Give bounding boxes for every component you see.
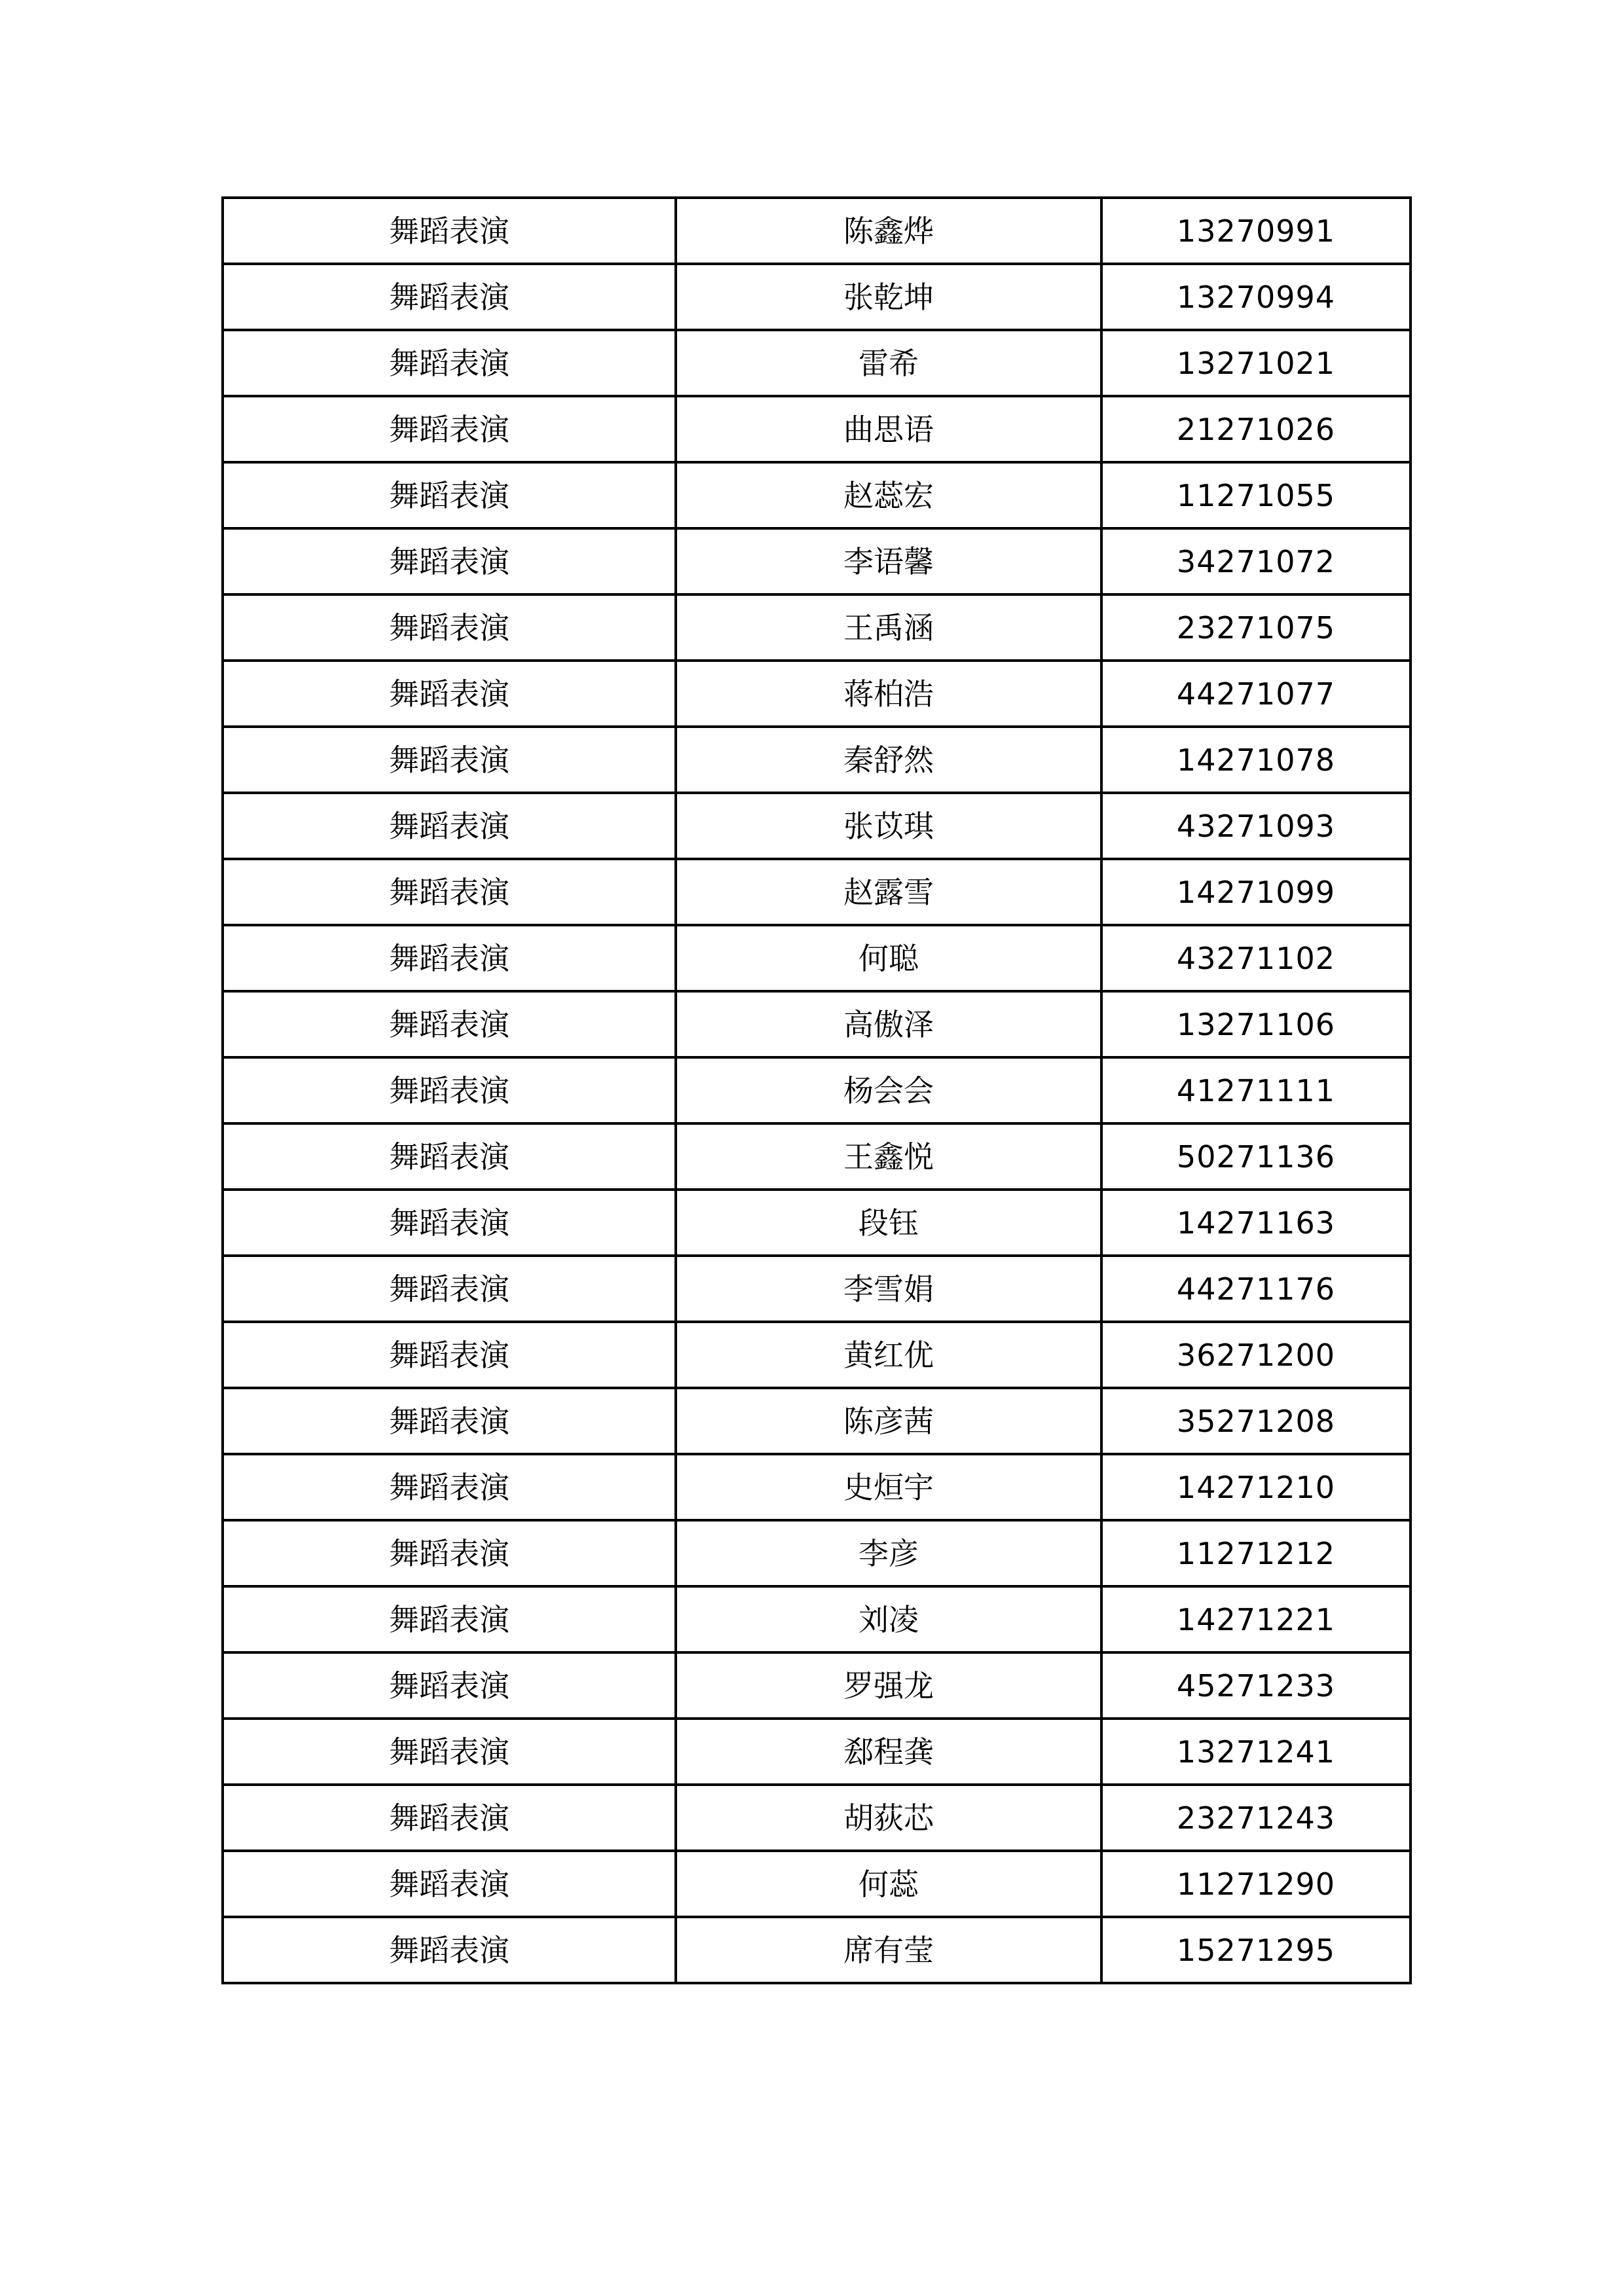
- table-row: [223, 462, 1411, 528]
- id-cell: 13271106: [1101, 991, 1411, 1057]
- major-cell: 舞蹈表演: [223, 1719, 676, 1785]
- id-cell: 41271111: [1101, 1057, 1411, 1123]
- table-row: [223, 661, 1411, 727]
- id-cell: 43271093: [1101, 793, 1411, 859]
- name-cell: 秦舒然: [676, 727, 1101, 793]
- name-cell: 何聪: [676, 925, 1101, 991]
- major-cell: 舞蹈表演: [223, 1454, 676, 1520]
- table-row: [223, 925, 1411, 991]
- major-cell: 舞蹈表演: [223, 1520, 676, 1586]
- name-cell: 席有莹: [676, 1917, 1101, 1983]
- id-cell: 45271233: [1101, 1652, 1411, 1719]
- major-cell: 舞蹈表演: [223, 198, 676, 264]
- major-cell: 舞蹈表演: [223, 1256, 676, 1322]
- name-cell: 李雪娟: [676, 1256, 1101, 1322]
- name-cell: 蒋柏浩: [676, 661, 1101, 727]
- id-cell: 14271221: [1101, 1586, 1411, 1652]
- table-row: [223, 1388, 1411, 1454]
- major-cell: 舞蹈表演: [223, 1652, 676, 1719]
- id-cell: 11271290: [1101, 1851, 1411, 1917]
- table-row: [223, 1917, 1411, 1983]
- name-cell: 曲思语: [676, 396, 1101, 462]
- name-cell: 黄红优: [676, 1322, 1101, 1388]
- table-row: [223, 264, 1411, 330]
- major-cell: 舞蹈表演: [223, 1388, 676, 1454]
- table-row: [223, 859, 1411, 925]
- id-cell: 44271077: [1101, 661, 1411, 727]
- name-cell: 胡荻芯: [676, 1785, 1101, 1851]
- id-cell: 15271295: [1101, 1917, 1411, 1983]
- name-cell: 段钰: [676, 1190, 1101, 1256]
- name-cell: 张乾坤: [676, 264, 1101, 330]
- major-cell: 舞蹈表演: [223, 1785, 676, 1851]
- name-cell: 郄程龚: [676, 1719, 1101, 1785]
- major-cell: 舞蹈表演: [223, 528, 676, 594]
- id-cell: 14271099: [1101, 859, 1411, 925]
- id-cell: 11271055: [1101, 462, 1411, 528]
- id-cell: 13271241: [1101, 1719, 1411, 1785]
- table-row: [223, 1785, 1411, 1851]
- table-row: [223, 1454, 1411, 1520]
- table-row: [223, 1057, 1411, 1123]
- id-cell: 23271243: [1101, 1785, 1411, 1851]
- id-cell: 36271200: [1101, 1322, 1411, 1388]
- major-cell: 舞蹈表演: [223, 396, 676, 462]
- name-cell: 何蕊: [676, 1851, 1101, 1917]
- major-cell: 舞蹈表演: [223, 991, 676, 1057]
- table-row: [223, 1322, 1411, 1388]
- major-cell: 舞蹈表演: [223, 1123, 676, 1190]
- name-cell: 王鑫悦: [676, 1123, 1101, 1190]
- id-cell: 14271210: [1101, 1454, 1411, 1520]
- id-cell: 50271136: [1101, 1123, 1411, 1190]
- table-row: [223, 1851, 1411, 1917]
- name-cell: 杨会会: [676, 1057, 1101, 1123]
- major-cell: 舞蹈表演: [223, 1190, 676, 1256]
- name-cell: 雷希: [676, 330, 1101, 396]
- major-cell: 舞蹈表演: [223, 793, 676, 859]
- id-cell: 11271212: [1101, 1520, 1411, 1586]
- major-cell: 舞蹈表演: [223, 727, 676, 793]
- id-cell: 13270994: [1101, 264, 1411, 330]
- major-cell: 舞蹈表演: [223, 462, 676, 528]
- name-cell: 王禹涵: [676, 594, 1101, 661]
- id-cell: 13270991: [1101, 198, 1411, 264]
- name-cell: 李语馨: [676, 528, 1101, 594]
- name-cell: 刘凌: [676, 1586, 1101, 1652]
- name-cell: 高傲泽: [676, 991, 1101, 1057]
- name-cell: 李彦: [676, 1520, 1101, 1586]
- table-row: [223, 1190, 1411, 1256]
- name-cell: 罗强龙: [676, 1652, 1101, 1719]
- major-cell: 舞蹈表演: [223, 594, 676, 661]
- table-row: [223, 1256, 1411, 1322]
- table-row: [223, 198, 1411, 264]
- table-row: [223, 727, 1411, 793]
- major-cell: 舞蹈表演: [223, 1586, 676, 1652]
- table-row: [223, 991, 1411, 1057]
- id-cell: 44271176: [1101, 1256, 1411, 1322]
- major-cell: 舞蹈表演: [223, 1057, 676, 1123]
- roster-table: [221, 196, 1412, 1984]
- major-cell: 舞蹈表演: [223, 1322, 676, 1388]
- name-cell: 赵露雪: [676, 859, 1101, 925]
- id-cell: 43271102: [1101, 925, 1411, 991]
- major-cell: 舞蹈表演: [223, 925, 676, 991]
- table-row: [223, 1586, 1411, 1652]
- id-cell: 34271072: [1101, 528, 1411, 594]
- table-row: [223, 1652, 1411, 1719]
- roster-table-body: [223, 198, 1411, 1983]
- table-row: [223, 594, 1411, 661]
- id-cell: 35271208: [1101, 1388, 1411, 1454]
- id-cell: 14271078: [1101, 727, 1411, 793]
- major-cell: 舞蹈表演: [223, 1851, 676, 1917]
- table-row: [223, 1719, 1411, 1785]
- major-cell: 舞蹈表演: [223, 661, 676, 727]
- name-cell: 史烜宇: [676, 1454, 1101, 1520]
- id-cell: 14271163: [1101, 1190, 1411, 1256]
- table-row: [223, 330, 1411, 396]
- table-row: [223, 793, 1411, 859]
- major-cell: 舞蹈表演: [223, 859, 676, 925]
- name-cell: 赵蕊宏: [676, 462, 1101, 528]
- id-cell: 21271026: [1101, 396, 1411, 462]
- major-cell: 舞蹈表演: [223, 264, 676, 330]
- major-cell: 舞蹈表演: [223, 330, 676, 396]
- id-cell: 23271075: [1101, 594, 1411, 661]
- name-cell: 陈彦茜: [676, 1388, 1101, 1454]
- major-cell: 舞蹈表演: [223, 1917, 676, 1983]
- table-row: [223, 396, 1411, 462]
- name-cell: 陈鑫烨: [676, 198, 1101, 264]
- table-row: [223, 1520, 1411, 1586]
- table-row: [223, 1123, 1411, 1190]
- id-cell: 13271021: [1101, 330, 1411, 396]
- name-cell: 张苡琪: [676, 793, 1101, 859]
- table-row: [223, 528, 1411, 594]
